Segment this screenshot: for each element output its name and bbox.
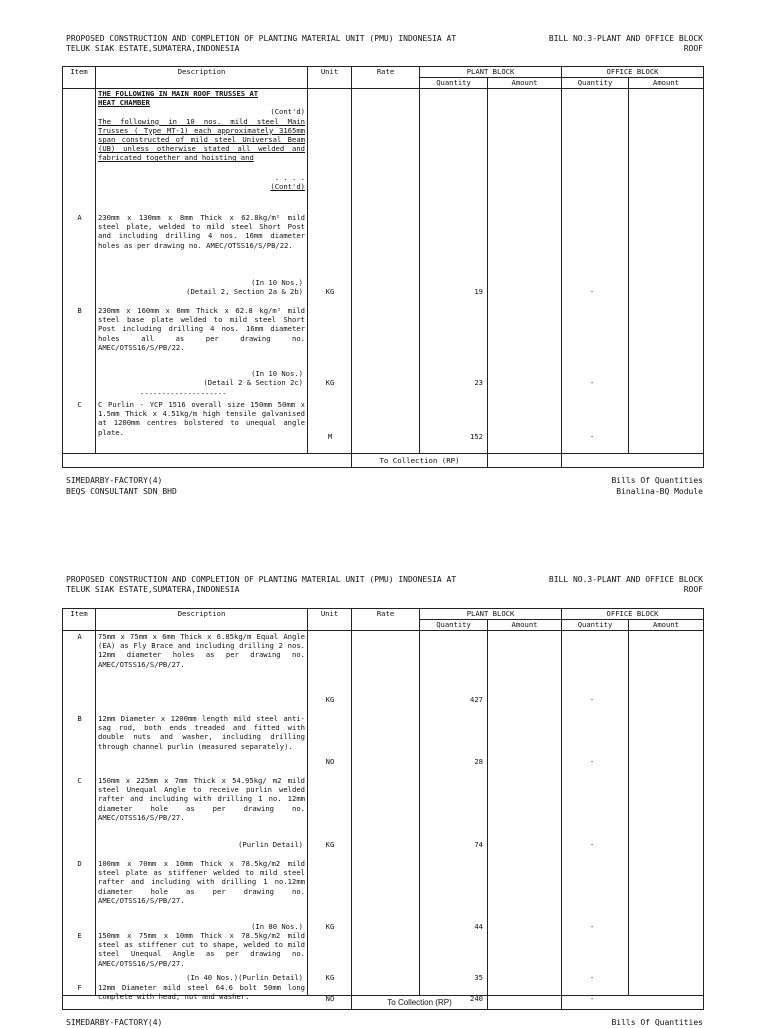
plant-quantity-header: Quantity [420, 78, 488, 89]
item-code: E [77, 931, 82, 940]
header-project-title: PROPOSED CONSTRUCTION AND COMPLETION OF PLANTING MATERIAL UNIT (PMU) INDONESIA AT [66, 34, 457, 43]
item-column [63, 631, 96, 996]
rate-column [352, 89, 420, 454]
item-column [63, 89, 96, 454]
description-column [96, 89, 308, 454]
bq-table [62, 608, 704, 1010]
header-location: TELUK SIAK ESTATE,SUMATERA,INDONESIA [66, 44, 240, 53]
header-project-title: PROPOSED CONSTRUCTION AND COMPLETION OF PLANTING MATERIAL UNIT (PMU) INDONESIA AT [66, 575, 457, 584]
col-unit-header: Unit [308, 67, 352, 89]
collection-office [562, 454, 704, 468]
col-description-header: Description [96, 67, 308, 89]
office-quantity-header: Quantity [562, 78, 629, 89]
header-section: ROOF [683, 44, 703, 53]
office-block-header: OFFICE BLOCK [562, 67, 704, 78]
office-quantity: - [589, 432, 595, 441]
plant-amount-header: Amount [488, 620, 562, 631]
plant-amount-column [488, 631, 562, 996]
item-description: 12mm Diameter x 1200mm length mild steel anti-sag rod, both ends treaded and fitted with double nuts and washer, including drilling through channel purlin (measured separately). [98, 714, 305, 751]
plant-amount-column [488, 89, 562, 454]
plant-quantity-column [420, 89, 488, 454]
item-description: 75mm x 75mm x 6mm Thick x 6.85kg/m Equal Angle (EA) as Fly Brace and including drilling 2 nos. 12mm diameter holes as per drawing no. AMEC/OTSS16/S/PB/27. [98, 632, 305, 669]
office-quantity: - [589, 922, 595, 931]
to-collection-label: To Collection (RP) [352, 996, 488, 1010]
collection-spacer [63, 454, 352, 468]
col-rate-header: Rate [352, 67, 420, 89]
plant-quantity: 28 [474, 757, 483, 766]
plant-amount-header: Amount [488, 78, 562, 89]
office-amount-column [629, 89, 704, 454]
plant-quantity: 23 [474, 378, 483, 387]
rate-column [352, 631, 420, 996]
contd-label: (Cont'd) [270, 107, 305, 117]
plant-quantity: 240 [470, 994, 483, 1003]
office-quantity: - [589, 994, 595, 1003]
item-unit: NO [325, 757, 335, 766]
office-quantity-column [562, 89, 629, 454]
item-unit: KG [325, 922, 335, 931]
office-quantity: - [589, 973, 595, 982]
office-amount-header: Amount [629, 620, 704, 631]
item-unit: KG [325, 695, 335, 704]
office-amount-header: Amount [629, 78, 704, 89]
item-description: 230mm x 160mm x 8mm Thick x 62.8 kg/m² mild steel base plate welded to mild steel Short Post including drilling 4 nos. 16mm diameter holes all as per drawing no. AMEC/OTSS16/S/PB/22. [98, 306, 305, 352]
header-section: ROOF [683, 585, 703, 594]
plant-quantity: 35 [474, 973, 483, 982]
col-rate-header: Rate [352, 609, 420, 631]
plant-quantity-column [420, 631, 488, 1003]
col-item-header: Item [63, 67, 96, 89]
unit-column [308, 631, 352, 1003]
item-note: (In 40 Nos.)(Purlin Detail) [186, 973, 303, 982]
item-note: (Detail 2, Section 2a & 2b) [186, 287, 303, 296]
item-description: 12mm Diameter mild steel 64.6 bolt 50mm long complete with head, nut and washer. [98, 983, 305, 1002]
item-code: C [77, 776, 82, 785]
footer-doc-type: Bills Of Quantities [611, 1018, 703, 1027]
item-unit: KG [325, 287, 335, 296]
item-unit: KG [325, 840, 335, 849]
header-location: TELUK SIAK ESTATE,SUMATERA,INDONESIA [66, 585, 240, 594]
item-note: (In 80 Nos.) [251, 922, 303, 931]
collection-amount [488, 996, 562, 1010]
item-description: 100mm x 70mm x 10mm Thick x 78.5kg/m2 mild steel plate as stiffener welded to mild steel rafter and including with drilling 1 no.12mm diameter hole as per drawing no. AMEC/OTSS16/S/PB/27. [98, 859, 305, 905]
office-quantity-column [562, 631, 629, 1003]
office-quantity: - [589, 840, 595, 849]
collection-amount [488, 454, 562, 468]
bq-table [62, 66, 704, 468]
plant-quantity: 44 [474, 922, 483, 931]
col-unit-header: Unit [308, 609, 352, 631]
office-quantity-header: Quantity [562, 620, 629, 631]
item-code: B [77, 714, 82, 723]
footer-consultant: BEQS CONSULTANT SDN BHD [66, 487, 177, 496]
plant-block-header: PLANT BLOCK [420, 67, 562, 78]
contd-label: (Cont'd) [270, 181, 305, 191]
office-amount-column [629, 631, 704, 996]
plant-block-header: PLANT BLOCK [420, 609, 562, 620]
item-code: A [77, 632, 82, 641]
item-unit: NO [325, 994, 335, 1003]
office-quantity: - [589, 757, 595, 766]
item-description: 150mm x 75mm x 10mm Thick x 78.5kg/m2 mild steel as stiffener cut to shape, welded to mild steel Unequal Angle as per drawing no. AMEC/OTSS16/S/PB/27. [98, 931, 305, 968]
plant-quantity: 427 [470, 695, 483, 704]
header-bill-title: BILL NO.3-PLANT AND OFFICE BLOCK [548, 34, 703, 43]
item-code: B [77, 306, 82, 315]
item-unit: KG [325, 973, 335, 982]
item-code: C [77, 400, 82, 409]
footer-software: Binalina-BQ Module [616, 487, 703, 496]
separator-dashes: -------------------- [140, 389, 227, 398]
item-code: F [77, 983, 82, 992]
section-subtitle: HEAT CHAMBER [98, 98, 150, 108]
footer-client: SIMEDARBY-FACTORY(4) [66, 476, 163, 485]
item-description: 150mm x 225mm x 7mm Thick x 54.95kg/ m2 mild steel Unequal Angle to receive purlin welded rafter and including with drilling 1 no. 12mm diameter hole as per drawing no. AMEC/OTSS16/S/PB/27. [98, 776, 305, 822]
to-collection-label: To Collection (RP) [352, 454, 488, 468]
item-note: (In 10 Nos.) [251, 369, 303, 378]
col-item-header: Item [63, 609, 96, 631]
footer-client: SIMEDARBY-FACTORY(4) [66, 1018, 163, 1027]
office-block-header: OFFICE BLOCK [562, 609, 704, 620]
item-description: C Purlin - YCP 1516 overall size 150mm 50mm x 1.5mm Thick x 4.51kg/m high tensile galvanised at 1200mm centres bolstered to unequal angle plate. [98, 400, 305, 437]
preamble-text: The following in 10 nos. mild steel Main Trusses ( Type MT-1) each approximately 3165mm span constructed of mild steel Universal Beam (UB) unless otherwise stated all welded and fabricated together and hoisting and [98, 116, 305, 163]
plant-quantity: 19 [474, 287, 483, 296]
item-unit: KG [325, 378, 335, 387]
description-column [96, 631, 308, 1002]
item-note: (In 10 Nos.) [251, 278, 303, 287]
office-quantity: - [589, 287, 595, 296]
plant-quantity: 74 [474, 840, 483, 849]
plant-quantity-header: Quantity [420, 620, 488, 631]
office-quantity: - [589, 378, 595, 387]
item-code: A [77, 213, 82, 222]
item-unit: M [327, 432, 333, 441]
plant-quantity: 152 [470, 432, 483, 441]
header-bill-title: BILL NO.3-PLANT AND OFFICE BLOCK [548, 575, 703, 584]
unit-column [308, 89, 352, 454]
item-note: (Detail 2 & Section 2c) [203, 378, 303, 387]
office-quantity: - [589, 695, 595, 704]
item-code: D [77, 859, 82, 868]
item-note: (Purlin Detail) [238, 840, 303, 849]
continuation-dots: . . . . [274, 172, 305, 182]
footer-doc-type: Bills Of Quantities [611, 476, 703, 485]
item-description: 230mm x 130mm x 8mm Thick x 62.8kg/m² mild steel plate, welded to mild steel Short Post and including drilling 4 nos. 16mm diameter holes as per drawing no. AMEC/OTSS16/S/PB/22. [98, 213, 305, 250]
col-description-header: Description [96, 609, 308, 631]
section-title: THE FOLLOWING IN MAIN ROOF TRUSSES AT [98, 89, 259, 98]
